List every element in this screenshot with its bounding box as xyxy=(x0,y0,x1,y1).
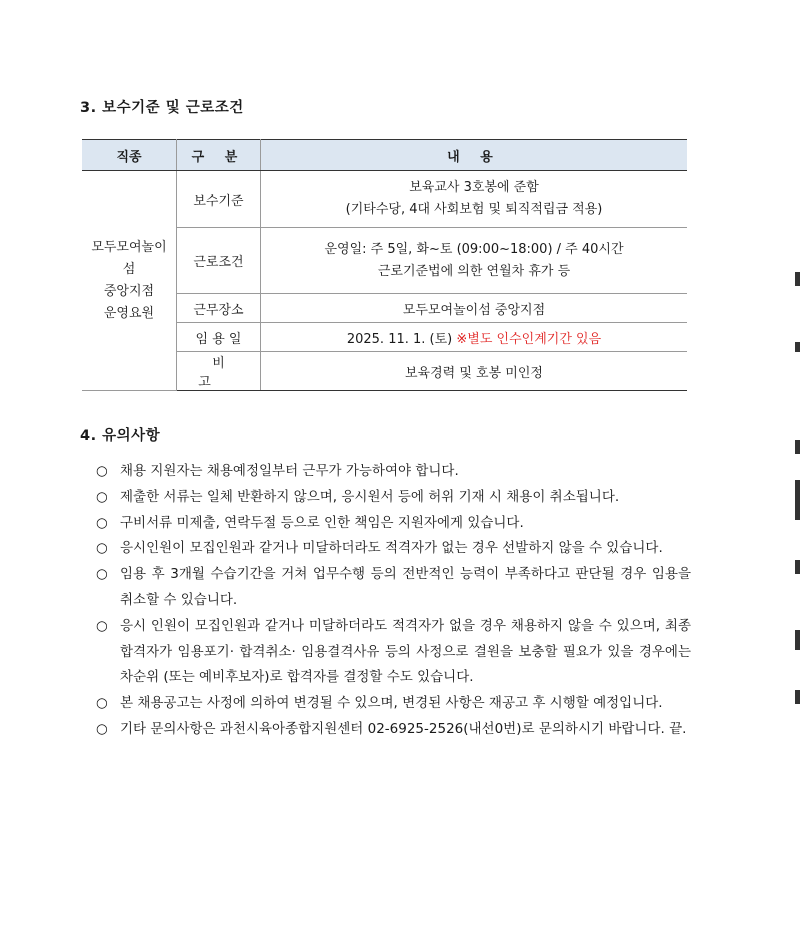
list-item: ○ 응시인원이 모집인원과 같거나 미달하더라도 적격자가 없는 경우 선발하지 않을 수 있습니다. xyxy=(96,536,691,562)
circle-bullet-icon: ○ xyxy=(96,720,108,737)
circle-bullet-icon: ○ xyxy=(96,617,108,634)
list-item: ○ 본 채용공고는 사정에 의하여 변경될 수 있으며, 변경된 사항은 재공고 후 시행할 예정입니다. xyxy=(96,691,691,717)
page-edge-mark xyxy=(795,440,800,454)
handover-note: ※별도 인수인계기간 있음 xyxy=(456,331,602,347)
row-content: 보육경력 및 호봉 미인정 xyxy=(261,352,688,391)
notice-list xyxy=(96,459,691,743)
appointment-date: 2025. 11. 1. (토) xyxy=(346,331,453,347)
header-category: 구 분 xyxy=(177,140,261,171)
row-content: 모두모여놀이섬 중앙지점 xyxy=(261,294,688,323)
header-job-type: 직종 xyxy=(82,140,177,171)
page-edge-mark xyxy=(795,560,800,574)
list-item: ○ 구비서류 미제출, 연락두절 등으로 인한 책임은 지원자에게 있습니다. xyxy=(96,511,691,537)
page-edge-mark xyxy=(795,342,800,352)
page-edge-mark xyxy=(795,630,800,650)
row-content: 운영일: 주 5일, 화~토 (09:00~18:00) / 주 40시간 근로기준법에 의한 연월차 휴가 등 xyxy=(261,228,688,294)
circle-bullet-icon: ○ xyxy=(96,514,108,531)
row-label: 근무장소 xyxy=(177,294,261,323)
header-content: 내 용 xyxy=(261,140,688,171)
circle-bullet-icon: ○ xyxy=(96,540,108,557)
circle-bullet-icon: ○ xyxy=(96,566,108,583)
list-item: ○ 제출한 서류는 일체 반환하지 않으며, 응시원서 등에 허위 기재 시 채용이 취소됩니다. xyxy=(96,485,691,511)
row-content: 보육교사 3호봉에 준함 (기타수당, 4대 사회보험 및 퇴직적립금 적용) xyxy=(261,171,688,228)
list-item: ○ 응시 인원이 모집인원과 같거나 미달하더라도 적격자가 없을 경우 채용하지 않을 수 있으며, 최종합격자가 임용포기· 합격취소· 임용결격사유 등의 사정으로 결원을 보충할 필요가 있을 경우에는 차순위 (또는 예비후보자)로 합격자를 결정할 수도 있습니다. xyxy=(96,614,691,691)
table-header-row xyxy=(82,140,687,171)
circle-bullet-icon: ○ xyxy=(96,488,108,505)
section-4-heading: 4. 유의사항 xyxy=(80,428,161,444)
row-label: 비 고 xyxy=(177,352,261,391)
list-item: ○ 기타 문의사항은 과천시육아종합지원센터 02-6925-2526(내선0번)로 문의하시기 바랍니다. 끝. xyxy=(96,717,691,743)
row-label: 임 용 일 xyxy=(177,323,261,352)
circle-bullet-icon: ○ xyxy=(96,695,108,712)
row-label: 근로조건 xyxy=(177,228,261,294)
list-item: ○ 채용 지원자는 채용예정일부터 근무가 가능하여야 합니다. xyxy=(96,459,691,485)
circle-bullet-icon: ○ xyxy=(96,463,108,479)
page-edge-mark xyxy=(795,480,800,520)
table-row xyxy=(82,171,687,228)
row-content xyxy=(261,323,688,352)
job-type-cell: 모두모여놀이섬 중앙지점 운영요원 xyxy=(82,171,177,391)
list-item: ○ 임용 후 3개월 수습기간을 거쳐 업무수행 등의 전반적인 능력이 부족하다고 판단될 경우 임용을 취소할 수 있습니다. xyxy=(96,562,691,614)
page-edge-mark xyxy=(795,272,800,286)
salary-conditions-table xyxy=(82,139,687,391)
page-edge-mark xyxy=(795,690,800,704)
section-3-heading: 3. 보수기준 및 근로조건 xyxy=(80,100,244,116)
row-label: 보수기준 xyxy=(177,171,261,228)
